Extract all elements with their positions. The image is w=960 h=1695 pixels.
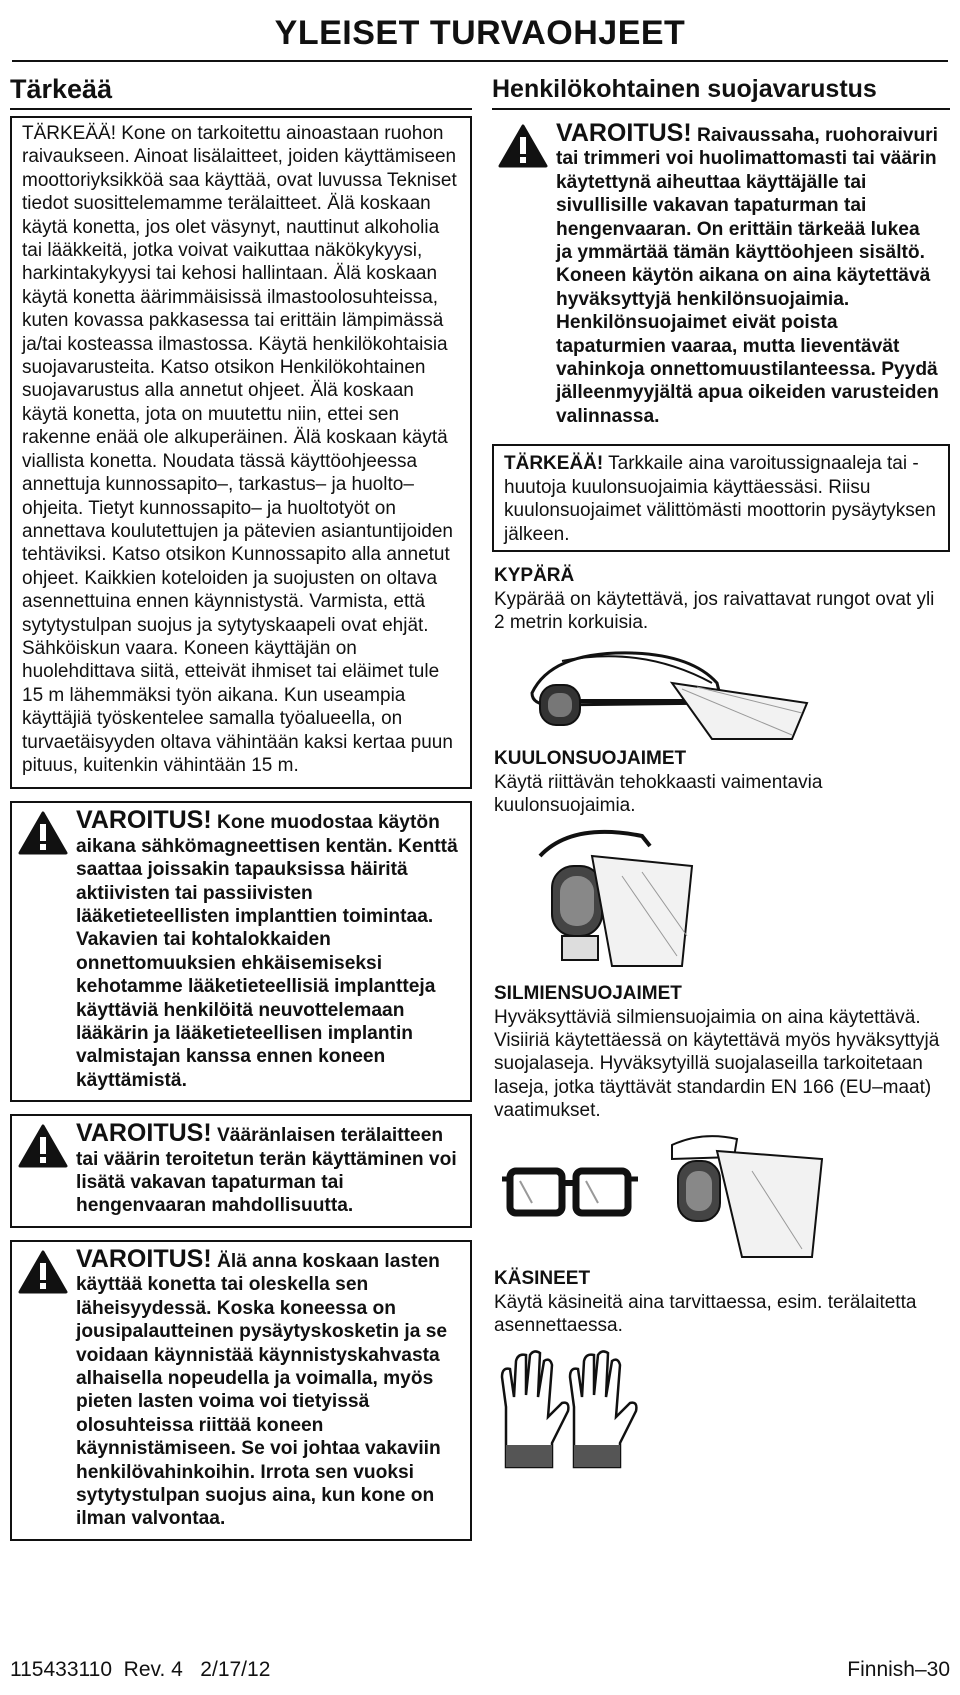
warning-paragraph <box>556 119 940 428</box>
ear-protector-illustration <box>532 826 702 976</box>
warning-box-children <box>10 1240 472 1541</box>
warning-box-emf <box>10 801 472 1102</box>
section-title-tarkeaa: Tärkeää <box>10 74 113 104</box>
warning-label: VAROITUS! <box>76 806 212 835</box>
eye-protection-text: Hyväksyttäviä silmiensuojaimia on aina käytettävä. Visiiriä käytettäessä on käytettävä myös hyväksyttyjä suojalaseja. Hyväksytyillä suojalaseilla tarkoitetaan laseja, jotka täyttävät standardin EN 166 (EU–maat) vaatimukset. <box>494 1006 940 1122</box>
title-divider <box>12 60 948 62</box>
warning-paragraph <box>76 1119 458 1218</box>
right-column <box>492 72 950 1472</box>
gloves-illustration <box>496 1347 646 1472</box>
important-label: TÄRKEÄÄ! <box>504 453 604 475</box>
footer-page-number: Finnish–30 <box>847 1658 950 1681</box>
warning-text: Raivaussaha, ruohoraivuri tai trimmeri voi huolimattomasti tai väärin käytettynä aiheuttaa käyttäjälle tai sivullisille vakavan tapaturman tai hengenvaaran. On erittäin tärkeää lukea ja ymmärtää tämän käyttöohjeen sisältö. Koneen käytön aikana on aina käytettävä hyväksyttyjä henkilönsuojaimia. Henkilönsuojaimet eivät poista tapaturmien vaaraa, mutta lieventävät vahinkoja onnettomuustilanteessa. Pyydä jälleenmyyjältä apua oikeiden varusteiden valinnassa. <box>556 125 939 427</box>
warning-text: Vääränlaisen terälaitteen tai väärin teroitetun terän käyttäminen voi lisätä vakavan tapaturman tai hengenvaaran mahdollisuutta. <box>76 1125 457 1217</box>
important-label: TÄRKEÄÄ! <box>22 123 116 144</box>
helmet-heading: KYPÄRÄ <box>494 564 575 586</box>
important-paragraph <box>504 452 938 546</box>
warning-label: VAROITUS! <box>556 119 692 147</box>
helmet-illustration <box>522 643 812 743</box>
footer-document-id: 115433110 Rev. 4 2/17/12 <box>10 1658 271 1681</box>
section-rule <box>492 108 950 110</box>
section-rule <box>10 108 472 110</box>
warning-text: Kone muodostaa käytön aikana sähkömagneettisen kentän. Kenttä saattaa joissakin tapauksissa häiritä aktiivisten tai passiivisten lääketieteellisten implanttien toimintaa. Vakavien tai kohtalokkaiden onnettomuuksien ehkäisemiseksi kehotamme lääketieteellisiä implantteja käyttäviä henkilöitä neuvottelemaan lääkärin ja lääketieteellisen implantin valmistajan kanssa ennen koneen käyttämistä. <box>76 812 458 1091</box>
ear-protection-text: Käytä riittävän tehokkaasti vaimentavia kuulonsuojaimia. <box>494 771 823 817</box>
warning-label: VAROITUS! <box>76 1119 212 1148</box>
warning-text: Älä anna koskaan lasten käyttää konetta tai oleskella sen läheisyydessä. Koska koneessa on jousipalautteinen pysäytyskosketin ja se voidaan käynnistää käynnistyskahvasta alhaisella nopeudella ja voimalla, myös pieten lasten voima voi tietyissä olosuhteissa riittää koneen käynnistämiseen. Se voi johtaa vakaviin henkilövahinkoihin. Irrota sen vuoksi sytytystulpan suojus aina, kun kone on ilman valvontaa. <box>76 1250 448 1530</box>
warning-triangle-icon <box>498 124 548 168</box>
warning-label: VAROITUS! <box>76 1244 212 1273</box>
warning-triangle-icon <box>18 1250 68 1294</box>
ear-protection-heading: KUULONSUOJAIMET <box>494 747 687 769</box>
warning-block-equipment <box>492 116 950 434</box>
warning-triangle-icon <box>18 811 68 855</box>
warning-paragraph <box>76 1244 458 1531</box>
section-title-suojavarustus: Henkilökohtainen suojavarustus <box>492 75 877 103</box>
left-column <box>10 72 472 1541</box>
page-title: YLEISET TURVAOHJEET <box>274 14 686 52</box>
important-text: Tarkkaile aina varoitussignaaleja tai -huutoja kuulonsuojaimia käyttäessäsi. Riisu kuulonsuojaimet välittömästi moottorin pysäytyksen jälkeen. <box>504 453 936 545</box>
important-box <box>10 116 472 789</box>
important-text: Kone on tarkoitettu ainoastaan ruohon raivaukseen. Ainoat lisälaitteet, joiden käyttämiseen moottoriyksikköä saa käyttää, ovat luvussa Tekniset tiedot suosittelemamme terälaitteet. Älä koskaan käytä konetta, jos olet väsynyt, nauttinut alkoholia tai lääkkeitä, jotka voivat vaikuttaa näkökykyysi, harkintakykyysi tai kehosi hallintaan. Älä koskaan käytä konetta äärimmäisissä ilmastoolosuhteissa, kuten kovassa pakkasessa tai erittäin lämpimässä ja/tai kosteassa ilmastossa. Käytä henkilökohtaisia suojavarusteita. Katso otsikon Henkilökohtainen suojavarustus alla annetut ohjeet. Älä koskaan käytä konetta, jota on muutettu niin, ettei sen rakenne enää ole alkuperäinen. Älä koskaan käytä viallista konetta. Noudata tässä käyttöohjeessa annettuja kunnossapito–, tarkastus– ja huolto–ohjeita. Tietyt kunnossapito– ja huoltotyöt on annettava koulutettujen ja pätevien asiantuntijoiden tehtäviksi. Katso otsikon Kunnossapito alla annetut ohjeet. Kaikkien koteloiden ja suojusten on oltava asennettuina ennen käynnistystä. Varmista, että sytytystulpan suojus ja sytytyskaapeli ovat ehjät. Sähköiskun vaara. Koneen käyttäjän on huolehdittava siitä, etteivät ihmiset tai eläimet tule 15 m lähemmäksi työn aikana. Kun useampia käyttäjiä työskentelee samalla työalueella, on turvaetäisyyden oltava vähintään kaksi kertaa puun pituus, kuitenkin vähintään 15 m. <box>22 123 457 776</box>
eye-protection-illustration <box>502 1131 832 1261</box>
warning-paragraph <box>76 806 458 1092</box>
gloves-heading: KÄSINEET <box>494 1267 591 1289</box>
warning-box-blade <box>10 1114 472 1228</box>
important-box-hearing <box>492 444 950 552</box>
gloves-text: Käytä käsineitä aina tarvittaessa, esim. terälaitetta asennettaessa. <box>494 1291 917 1336</box>
warning-triangle-icon <box>18 1124 68 1168</box>
helmet-text: Kypärää on käytettävä, jos raivattavat rungot ovat yli 2 metrin korkuisia. <box>494 588 935 634</box>
important-paragraph <box>22 122 460 777</box>
eye-protection-heading: SILMIENSUOJAIMET <box>494 982 682 1004</box>
